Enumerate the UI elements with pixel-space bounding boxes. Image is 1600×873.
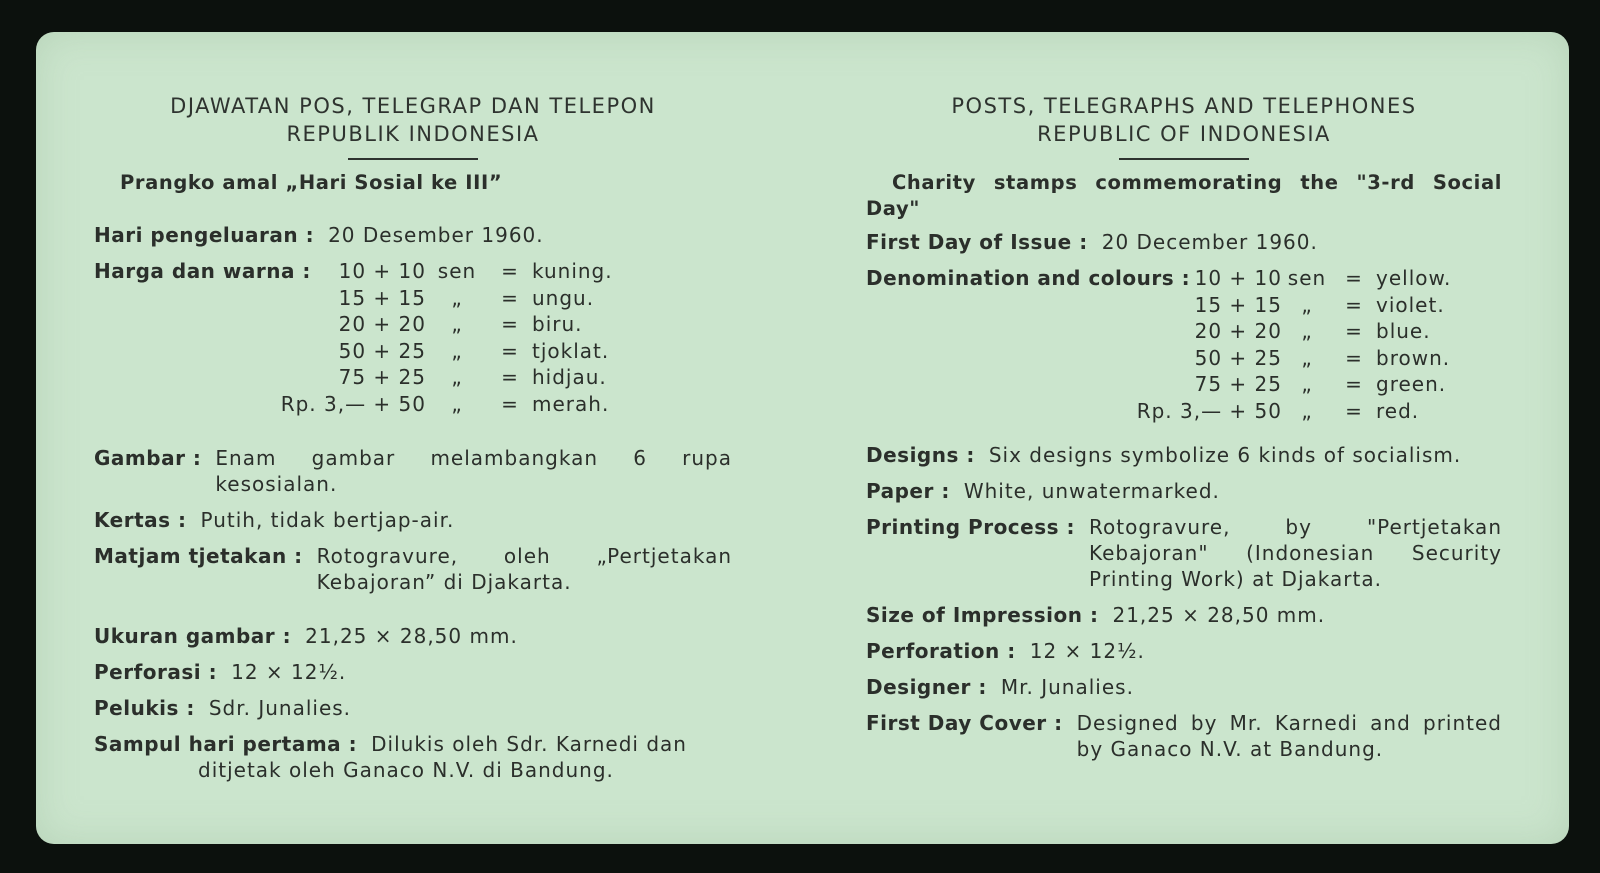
- right-designer-row: [866, 674, 1502, 700]
- left-size-value: 21,25 × 28,50 mm.: [305, 624, 518, 648]
- right-print-row: [866, 514, 1502, 592]
- price-equals: =: [1345, 345, 1363, 370]
- price-row: [866, 318, 1451, 345]
- price-row: [866, 398, 1451, 425]
- price-amount: 50 + 25: [338, 338, 426, 363]
- right-header: [866, 92, 1502, 148]
- right-paper-label: Paper :: [866, 479, 950, 503]
- price-row: [866, 371, 1451, 398]
- left-divider: [348, 158, 478, 160]
- left-print-label: Matjam tjetakan :: [94, 544, 303, 568]
- left-cover-label: Sampul hari pertama :: [94, 732, 358, 756]
- english-column: [866, 32, 1502, 762]
- price-amount: 20 + 20: [1194, 319, 1282, 343]
- price-amount: 15 + 15: [338, 285, 426, 310]
- price-unit: „: [451, 312, 463, 336]
- price-equals: =: [501, 391, 519, 416]
- left-issue-row: [94, 222, 732, 248]
- right-paper-row: [866, 478, 1502, 504]
- price-colour: red.: [1376, 398, 1420, 423]
- right-print-value: Rotogravure, by "Pertjetakan Kebajoran" (Indonesian Security Printing Work) at Djakarta.: [1089, 515, 1502, 591]
- right-cover-value: Designed by Mr. Karnedi and printed by Ganaco N.V. at Bandung.: [1076, 711, 1502, 761]
- left-header-line2: REPUBLIK INDONESIA: [286, 122, 540, 146]
- left-paper-value: Putih, tidak bertjap-air.: [200, 508, 455, 532]
- right-designer-value: Mr. Junalies.: [1000, 675, 1134, 699]
- price-unit: „: [451, 285, 463, 310]
- price-colour: blue.: [1376, 319, 1431, 343]
- left-designer-row: [94, 695, 732, 721]
- left-design-label: Gambar :: [94, 446, 202, 470]
- right-issue-label: First Day of Issue :: [866, 230, 1088, 254]
- right-design-value: Six designs symbolize 6 kinds of socialism.: [988, 443, 1462, 467]
- price-equals: =: [501, 285, 519, 310]
- price-equals: =: [1345, 292, 1363, 317]
- left-size-label: Ukuran gambar :: [94, 624, 292, 648]
- price-colour: hidjau.: [532, 365, 607, 389]
- left-header: [94, 92, 732, 148]
- left-paper-row: [94, 507, 732, 533]
- price-amount: 20 + 20: [338, 312, 426, 336]
- price-colour: biru.: [532, 312, 583, 336]
- right-size-label: Size of Impression :: [866, 603, 1099, 627]
- left-designer-value: Sdr. Junalies.: [208, 696, 352, 720]
- price-equals: =: [501, 365, 519, 389]
- left-cover-value-1: Dilukis oleh Sdr. Karnedi dan: [371, 732, 687, 756]
- right-subtitle: Charity stamps commemorating the "3-rd Social Day": [866, 171, 1502, 220]
- right-cover-row: [866, 710, 1502, 762]
- right-print-label: Printing Process :: [866, 515, 1075, 539]
- right-perf-row: [866, 638, 1502, 664]
- price-unit: „: [1301, 292, 1313, 317]
- price-amount: Rp. 3,— + 50: [1136, 398, 1282, 423]
- price-equals: =: [1345, 319, 1363, 343]
- right-price-label: Denomination and colours :: [866, 266, 1191, 290]
- price-row: [866, 292, 1451, 319]
- price-amount: 75 + 25: [338, 365, 426, 389]
- price-colour: merah.: [532, 391, 610, 416]
- right-design-row: [866, 442, 1502, 468]
- right-paper-value: White, unwatermarked.: [963, 479, 1220, 503]
- price-equals: =: [501, 338, 519, 363]
- right-design-label: Designs :: [866, 443, 975, 467]
- price-equals: =: [501, 312, 519, 336]
- left-cover-row: [94, 731, 732, 757]
- price-row: [94, 285, 613, 312]
- price-colour: violet.: [1376, 292, 1445, 317]
- price-colour: brown.: [1376, 345, 1451, 370]
- left-price-label: Harga dan warna :: [94, 259, 311, 283]
- left-design-row: [94, 445, 732, 497]
- price-unit: „: [1301, 319, 1313, 343]
- right-designer-label: Designer :: [866, 675, 987, 699]
- price-amount: 75 + 25: [1194, 372, 1282, 396]
- price-equals: =: [1345, 372, 1363, 396]
- price-amount: Rp. 3,— + 50: [280, 391, 426, 416]
- price-row: [94, 391, 613, 418]
- left-design-value: Enam gambar melambangkan 6 rupa kesosialan.: [215, 446, 732, 496]
- left-issue-value: 20 Desember 1960.: [328, 223, 544, 247]
- left-subtitle: Prangko amal „Hari Sosial ke III”: [120, 171, 503, 194]
- price-row: [94, 364, 613, 391]
- price-row: [94, 311, 613, 338]
- left-print-row: [94, 543, 732, 595]
- price-unit: „: [451, 338, 463, 363]
- left-paper-label: Kertas :: [94, 508, 187, 532]
- right-size-row: [866, 602, 1502, 628]
- right-cover-label: First Day Cover :: [866, 711, 1063, 735]
- left-cover-value-2: ditjetak oleh Ganaco N.V. di Bandung.: [198, 758, 614, 782]
- price-equals: =: [1345, 266, 1363, 290]
- price-amount: 15 + 15: [1194, 292, 1282, 317]
- price-equals: =: [501, 259, 519, 283]
- price-unit: „: [1301, 345, 1313, 370]
- left-header-line1: DJAWATAN POS, TELEGRAP DAN TELEPON: [170, 94, 656, 118]
- right-price-row: [866, 265, 1502, 424]
- right-divider: [1119, 158, 1249, 160]
- price-row: [94, 338, 613, 365]
- price-unit: „: [1301, 398, 1313, 423]
- left-size-row: [94, 623, 732, 649]
- left-cover-row-2: [94, 757, 732, 783]
- price-unit: sen: [437, 259, 477, 283]
- right-size-value: 21,25 × 28,50 mm.: [1112, 603, 1326, 627]
- right-header-line1: POSTS, TELEGRAPHS AND TELEPHONES: [951, 94, 1417, 118]
- left-perf-label: Perforasi :: [94, 660, 218, 684]
- right-perf-label: Perforation :: [866, 639, 1016, 663]
- price-amount: 10 + 10: [1194, 266, 1282, 290]
- left-print-value: Rotogravure, oleh „Pertjetakan Kebajoran” di Djakarta.: [316, 544, 732, 594]
- right-issue-row: [866, 229, 1502, 255]
- price-unit: „: [451, 365, 463, 389]
- price-unit: „: [451, 391, 463, 416]
- stamp-info-card: [36, 32, 1569, 844]
- price-colour: tjoklat.: [532, 338, 610, 363]
- left-perf-row: [94, 659, 732, 685]
- price-row: [866, 345, 1451, 372]
- right-header-line2: REPUBLIC OF INDONESIA: [1037, 122, 1331, 146]
- price-colour: ungu.: [532, 285, 595, 310]
- price-equals: =: [1345, 398, 1363, 423]
- price-unit: „: [1301, 372, 1313, 396]
- price-colour: yellow.: [1376, 266, 1452, 290]
- right-issue-value: 20 December 1960.: [1101, 230, 1318, 254]
- indonesian-column: [94, 32, 732, 783]
- price-unit: sen: [1287, 266, 1327, 290]
- left-perf-value: 12 × 12½.: [231, 660, 347, 684]
- right-perf-value: 12 × 12½.: [1029, 639, 1145, 663]
- price-colour: kuning.: [532, 259, 613, 283]
- left-price-row: [94, 258, 732, 417]
- price-colour: green.: [1376, 372, 1447, 396]
- left-designer-label: Pelukis :: [94, 696, 195, 720]
- price-amount: 50 + 25: [1194, 345, 1282, 370]
- price-amount: 10 + 10: [338, 259, 426, 283]
- left-issue-label: Hari pengeluaran :: [94, 223, 315, 247]
